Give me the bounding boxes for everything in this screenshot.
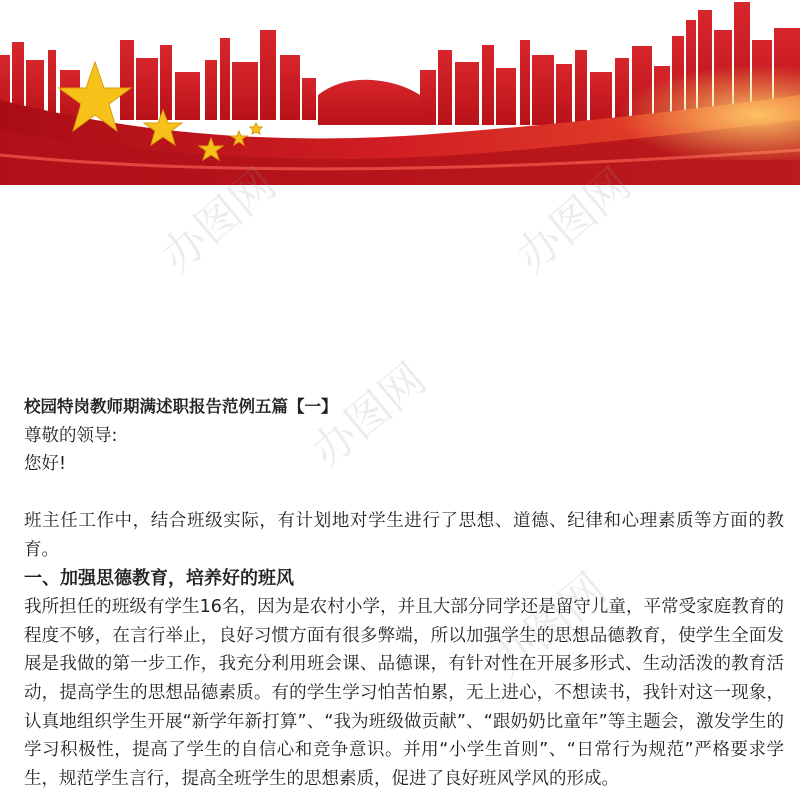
document-title: 校园特岗教师期满述职报告范例五篇【一】 bbox=[24, 397, 338, 416]
greeting: 您好! bbox=[24, 454, 67, 475]
watermark: 办图网 bbox=[506, 158, 641, 283]
section-heading: 一、加强思德教育，培养好的班风 bbox=[24, 567, 294, 589]
salutation: 尊敬的领导: bbox=[24, 425, 118, 446]
spacer bbox=[24, 479, 784, 508]
document-body bbox=[24, 393, 784, 793]
watermark: 办图网 bbox=[481, 563, 616, 688]
header-banner bbox=[0, 0, 800, 185]
section-paragraph: 我所担任的班级有学生16名，因为是农村小学，并且大部分同学还是留守儿童，平常受家庭教育的程度不够，在言行举止，良好习惯方面有很多弊端，所以加强学生的思想品德教育，使学生全面发展是我做的第一步工作，我充分利用班会课、品德课，有针对性在开展多形式、生动活泼的教育活动，提高学生的思想品德素质。有的学生学习怕苦怕累，无上进心，不想读书，我针对这一现象，认真地组织学生开展“新学年新打算”、“我为班级做贡献”、“跟奶奶比童年”等主题会，激发学生的学习积极性，提高了学生的自信心和竞争意识。并用“小学生首则”、“日常行为规范”严格要求学生，规范学生言行，提高全班学生的思想素质，促进了良好班风学风的形成。 bbox=[24, 597, 784, 789]
watermark: 办图网 bbox=[151, 158, 286, 283]
watermark: 办图网 bbox=[301, 353, 436, 478]
intro-paragraph: 班主任工作中，结合班级实际，有计划地对学生进行了思想、道德、纪律和心理素质等方面的教育。 bbox=[24, 511, 784, 560]
